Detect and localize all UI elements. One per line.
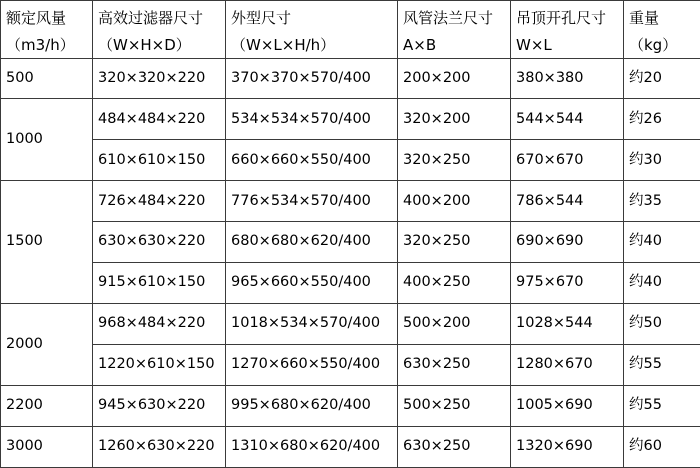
cell-outline-size: 1270×660×550/400 [226, 345, 398, 386]
header-weight [624, 1, 700, 59]
cell-airflow: 500 [1, 58, 93, 99]
cell-duct-flange-size: 200×200 [398, 58, 511, 99]
table-row [1, 181, 700, 222]
cell-airflow: 1500 [1, 181, 93, 304]
cell-weight: 约60 [624, 426, 700, 467]
cell-outline-size: 776×534×570/400 [226, 181, 398, 222]
header-airflow-line1: 额定风量 [6, 9, 67, 27]
table-body [1, 58, 700, 468]
cell-outline-size: 370×370×570/400 [226, 58, 398, 99]
table-row [1, 304, 700, 345]
cell-duct-flange-size: 630×250 [398, 426, 511, 467]
header-ceiling-opening-size-line2: W×L [516, 36, 552, 55]
table-row [1, 58, 700, 99]
table-row [1, 345, 700, 386]
cell-weight: 约55 [624, 386, 700, 427]
cell-duct-flange-size: 630×250 [398, 345, 511, 386]
cell-filter-size: 1220×610×150 [93, 345, 226, 386]
cell-outline-size: 534×534×570/400 [226, 99, 398, 140]
table-row [1, 222, 700, 263]
cell-outline-size: 1310×680×620/400 [226, 426, 398, 467]
header-filter-size-line2: （W×H×D） [98, 36, 191, 55]
cell-filter-size: 968×484×220 [93, 304, 226, 345]
cell-weight: 约40 [624, 222, 700, 263]
cell-filter-size: 726×484×220 [93, 181, 226, 222]
header-duct-flange-size-line1: 风管法兰尺寸 [403, 9, 494, 27]
header-filter-size [93, 1, 226, 59]
table-header [1, 1, 700, 59]
table-row [1, 99, 700, 140]
table-row [1, 426, 700, 467]
header-ceiling-opening-size-line1: 吊顶开孔尺寸 [516, 9, 607, 27]
cell-outline-size: 965×660×550/400 [226, 263, 398, 304]
cell-ceiling-opening-size: 786×544 [511, 181, 624, 222]
header-outline-size-line2: （W×L×H/h） [231, 36, 336, 55]
cell-filter-size: 320×320×220 [93, 58, 226, 99]
cell-weight: 约35 [624, 181, 700, 222]
header-airflow [1, 1, 93, 59]
cell-ceiling-opening-size: 544×544 [511, 99, 624, 140]
cell-weight: 约50 [624, 304, 700, 345]
table-row [1, 386, 700, 427]
header-filter-size-line1: 高效过滤器尺寸 [98, 9, 204, 27]
cell-filter-size: 484×484×220 [93, 99, 226, 140]
table-row [1, 140, 700, 181]
cell-duct-flange-size: 400×250 [398, 263, 511, 304]
cell-filter-size: 630×630×220 [93, 222, 226, 263]
header-duct-flange-size-line2: A×B [403, 36, 437, 55]
cell-ceiling-opening-size: 380×380 [511, 58, 624, 99]
cell-weight: 约40 [624, 263, 700, 304]
cell-airflow: 1000 [1, 99, 93, 181]
cell-ceiling-opening-size: 670×670 [511, 140, 624, 181]
cell-duct-flange-size: 500×200 [398, 304, 511, 345]
cell-outline-size: 1018×534×570/400 [226, 304, 398, 345]
cell-ceiling-opening-size: 1320×690 [511, 426, 624, 467]
cell-ceiling-opening-size: 975×670 [511, 263, 624, 304]
cell-filter-size: 610×610×150 [93, 140, 226, 181]
header-weight-line1: 重量 [629, 9, 660, 27]
cell-airflow: 3000 [1, 426, 93, 467]
cell-duct-flange-size: 320×250 [398, 140, 511, 181]
cell-duct-flange-size: 400×200 [398, 181, 511, 222]
header-outline-size-line1: 外型尺寸 [231, 9, 292, 27]
cell-ceiling-opening-size: 1280×670 [511, 345, 624, 386]
cell-outline-size: 660×660×550/400 [226, 140, 398, 181]
cell-filter-size: 1260×630×220 [93, 426, 226, 467]
cell-filter-size: 915×610×150 [93, 263, 226, 304]
cell-weight: 约30 [624, 140, 700, 181]
cell-outline-size: 680×680×620/400 [226, 222, 398, 263]
header-row [1, 1, 700, 59]
cell-duct-flange-size: 320×200 [398, 99, 511, 140]
cell-airflow: 2000 [1, 304, 93, 386]
cell-airflow: 2200 [1, 386, 93, 427]
cell-weight: 约26 [624, 99, 700, 140]
cell-weight: 约55 [624, 345, 700, 386]
header-airflow-line2: （m3/h） [6, 36, 75, 55]
header-weight-line2: （kg） [629, 36, 678, 55]
header-duct-flange-size [398, 1, 511, 59]
cell-duct-flange-size: 320×250 [398, 222, 511, 263]
cell-ceiling-opening-size: 1005×690 [511, 386, 624, 427]
cell-weight: 约20 [624, 58, 700, 99]
cell-duct-flange-size: 500×250 [398, 386, 511, 427]
table-row [1, 263, 700, 304]
cell-filter-size: 945×630×220 [93, 386, 226, 427]
header-ceiling-opening-size [511, 1, 624, 59]
cell-outline-size: 995×680×620/400 [226, 386, 398, 427]
cell-ceiling-opening-size: 1028×544 [511, 304, 624, 345]
cell-ceiling-opening-size: 690×690 [511, 222, 624, 263]
header-outline-size [226, 1, 398, 59]
